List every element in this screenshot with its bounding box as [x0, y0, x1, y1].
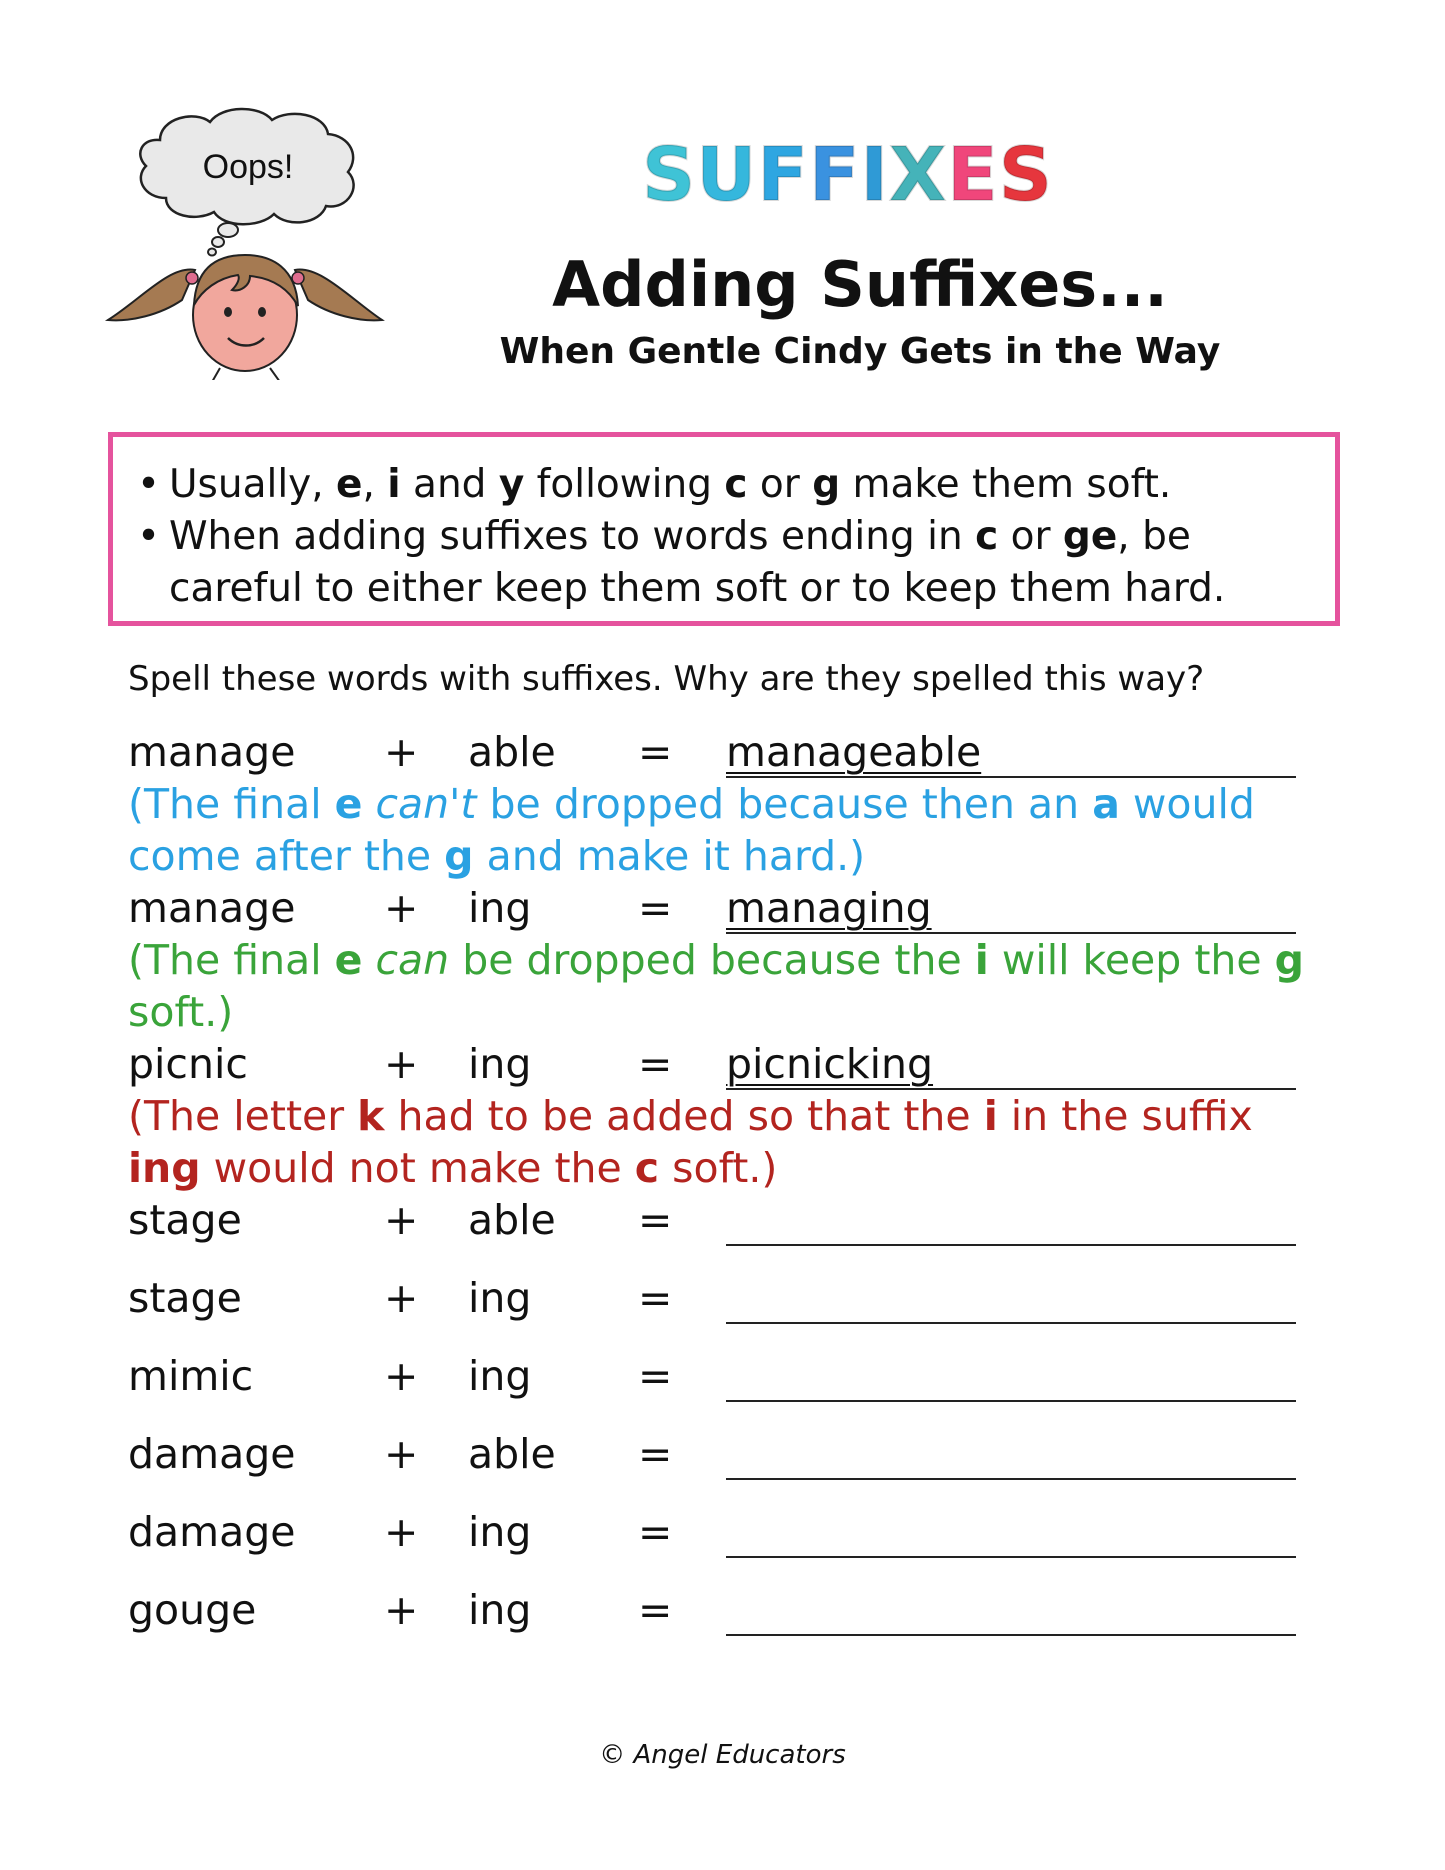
answer-line[interactable]: [726, 1038, 1296, 1090]
suffix: able: [468, 1430, 556, 1478]
page-subtitle: When Gentle Cindy Gets in the Way: [499, 331, 1221, 372]
exercise-row: [128, 1350, 1338, 1402]
equals-sign: =: [638, 1352, 673, 1400]
equals-sign: =: [638, 728, 673, 776]
logo-letter: X: [889, 132, 948, 218]
rule-text: or: [747, 462, 813, 507]
instructions: Spell these words with suffixes. Why are they spelled this way?: [128, 659, 1205, 699]
logo-letter: S: [642, 132, 697, 218]
explanation-bold: i: [983, 1092, 998, 1140]
explanation-manageable: [128, 778, 1328, 882]
equals-sign: =: [638, 1196, 673, 1244]
suffix: ing: [468, 1274, 532, 1322]
logo-letter: S: [998, 132, 1053, 218]
explanation-text: (The final: [128, 936, 335, 984]
rule-text: , be careful to either keep them soft or to keep them hard.: [169, 514, 1226, 611]
answer-line[interactable]: [726, 1506, 1296, 1558]
answer-line[interactable]: [726, 1584, 1296, 1636]
equals-sign: =: [638, 884, 673, 932]
answer-line[interactable]: [726, 1350, 1296, 1402]
plus-sign: +: [384, 884, 419, 932]
explanation-text: had to be added so that the: [384, 1092, 984, 1140]
rule-bold: y: [498, 462, 525, 507]
plus-sign: +: [384, 728, 419, 776]
base-word: manage: [128, 728, 296, 776]
thought-bubble-text: Oops!: [202, 148, 294, 186]
explanation-managing: [128, 934, 1328, 1038]
answer-text: picnicking: [726, 1040, 934, 1088]
explanation-bold: e: [334, 780, 363, 828]
plus-sign: +: [384, 1040, 419, 1088]
plus-sign: +: [384, 1196, 419, 1244]
explanation-bold: e: [334, 936, 363, 984]
exercise-row: [128, 1038, 1338, 1090]
rule-text: and: [400, 462, 499, 507]
answer-text: managing: [726, 884, 932, 932]
rules-box: [108, 432, 1340, 626]
plus-sign: +: [384, 1586, 419, 1634]
base-word: picnic: [128, 1040, 248, 1088]
answer-line[interactable]: [726, 1194, 1296, 1246]
answer-line[interactable]: [726, 882, 1296, 934]
answer-line[interactable]: [726, 726, 1296, 778]
exercise-row: [128, 1584, 1338, 1636]
exercise-row: [128, 1428, 1338, 1480]
explanation-italic: can't: [362, 780, 477, 828]
logo-letter: F: [808, 132, 861, 218]
bullet: •: [137, 514, 161, 559]
plus-sign: +: [384, 1274, 419, 1322]
explanation-picnicking: [128, 1090, 1328, 1194]
base-word: damage: [128, 1508, 296, 1556]
rule-bold: ge: [1062, 514, 1118, 559]
plus-sign: +: [384, 1352, 419, 1400]
logo-letter: F: [757, 132, 809, 218]
explanation-bold: a: [1092, 780, 1120, 828]
plus-sign: +: [384, 1508, 419, 1556]
rule-text: Usually,: [169, 462, 337, 507]
explanation-italic: can: [362, 936, 450, 984]
footer-copyright: © Angel Educators: [599, 1740, 846, 1770]
base-word: gouge: [128, 1586, 257, 1634]
rule-text: following: [524, 462, 725, 507]
rule-soft-letters: [137, 459, 1309, 511]
explanation-bold: i: [974, 936, 989, 984]
exercise-row: [128, 1506, 1338, 1558]
logo-letter: I: [860, 132, 890, 218]
equals-sign: =: [638, 1040, 673, 1088]
rule-bold: i: [387, 462, 401, 507]
logo-letter: E: [947, 132, 999, 218]
explanation-text: would come after the: [128, 780, 1255, 880]
rule-text: ,: [362, 462, 388, 507]
suffix: able: [468, 1196, 556, 1244]
explanation-text: (The final: [128, 780, 335, 828]
explanation-text: in the suffix: [997, 1092, 1253, 1140]
page-title: Adding Suffixes...: [552, 248, 1168, 321]
explanation-bold: c: [634, 1144, 660, 1192]
exercise-row: [128, 1194, 1338, 1246]
equals-sign: =: [638, 1586, 673, 1634]
equals-sign: =: [638, 1508, 673, 1556]
base-word: mimic: [128, 1352, 254, 1400]
rule-bold: e: [336, 462, 363, 507]
rule-bold: c: [724, 462, 748, 507]
explanation-text: soft.): [659, 1144, 778, 1192]
suffix: ing: [468, 1508, 532, 1556]
base-word: manage: [128, 884, 296, 932]
rule-bold: c: [975, 514, 999, 559]
equals-sign: =: [638, 1430, 673, 1478]
explanation-text: be dropped because the: [449, 936, 975, 984]
suffix: able: [468, 728, 556, 776]
explanation-text: and make it hard.): [473, 832, 866, 880]
rule-adding-suffixes: [137, 511, 1309, 615]
explanation-text: soft.): [128, 988, 234, 1036]
equals-sign: =: [638, 1274, 673, 1322]
bullet: •: [137, 462, 161, 507]
answer-line[interactable]: [726, 1272, 1296, 1324]
explanation-text: would not make the: [200, 1144, 635, 1192]
girl-face-icon: [108, 255, 382, 380]
explanation-text: (The letter: [128, 1092, 358, 1140]
logo-letter: U: [696, 132, 758, 218]
explanation-bold: ing: [128, 1144, 201, 1192]
base-word: stage: [128, 1196, 242, 1244]
answer-line[interactable]: [726, 1428, 1296, 1480]
rule-text: When adding suffixes to words ending in: [169, 514, 976, 559]
rule-text: make them soft.: [840, 462, 1172, 507]
exercise-row: [128, 882, 1338, 934]
base-word: stage: [128, 1274, 242, 1322]
suffix: ing: [468, 1352, 532, 1400]
explanation-text: will keep the: [988, 936, 1275, 984]
explanation-bold: g: [1274, 936, 1305, 984]
suffix: ing: [468, 884, 532, 932]
explanation-bold: g: [444, 832, 474, 880]
exercise-row: [128, 726, 1338, 778]
plus-sign: +: [384, 1430, 419, 1478]
base-word: damage: [128, 1430, 296, 1478]
rule-text: or: [998, 514, 1063, 559]
explanation-text: be dropped because then an: [476, 780, 1093, 828]
suffix: ing: [468, 1586, 532, 1634]
answer-text: manageable: [726, 728, 982, 776]
suffix: ing: [468, 1040, 532, 1088]
rule-bold: g: [812, 462, 841, 507]
suffixes-logo: [0, 132, 1445, 218]
exercise-row: [128, 1272, 1338, 1324]
explanation-bold: k: [357, 1092, 385, 1140]
